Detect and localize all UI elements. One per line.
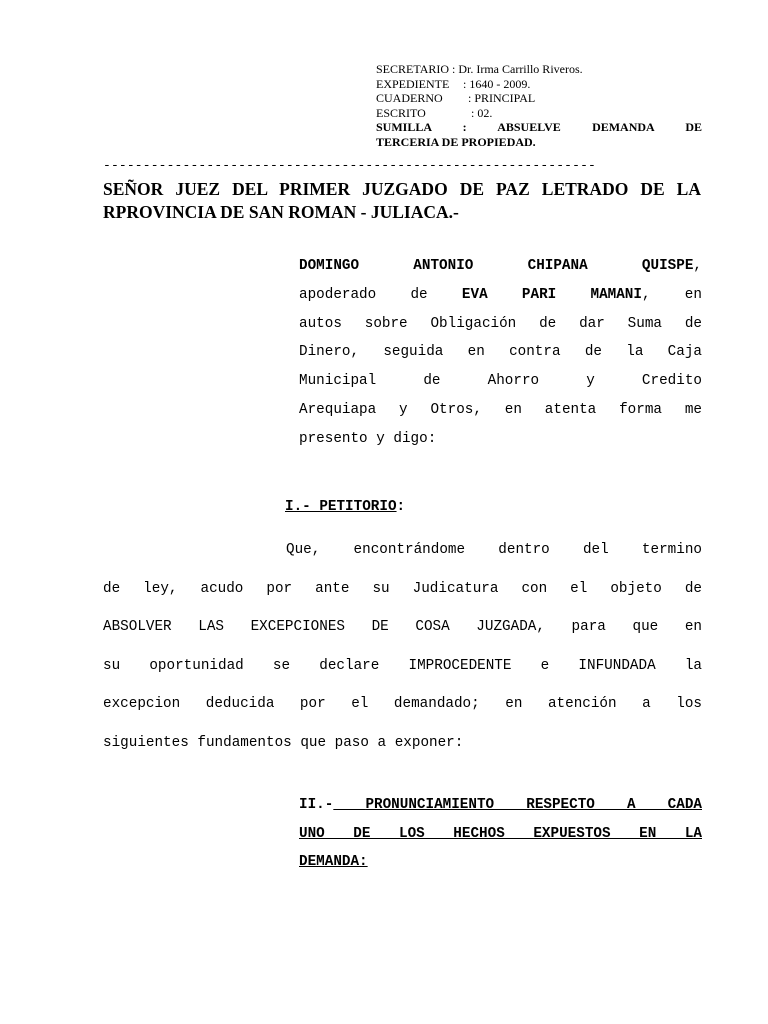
secretario-value: : Dr. Irma Carrillo Riveros. xyxy=(452,62,583,76)
expediente-label: EXPEDIENTE xyxy=(376,76,450,91)
expediente-value: : 1640 - 2009. xyxy=(463,76,531,91)
escrito-value: : 02. xyxy=(471,105,493,120)
body-line-4: su oportunidad se declare IMPROCEDENTE e INFUNDADA la xyxy=(103,657,702,674)
addressee-line-2: RPROVINCIA DE SAN ROMAN - JULIACA.- xyxy=(103,202,459,222)
intro-line-6: Arequiapa y Otros, en atenta forma me xyxy=(299,401,702,418)
body-line-1: Que, encontrándome dentro del termino xyxy=(286,542,702,558)
dashed-separator: -------------------------------------------------------------- xyxy=(103,158,596,173)
sumilla-line-2: TERCERIA DE PROPIEDAD. xyxy=(376,134,536,149)
escrito-label: ESCRITO xyxy=(376,105,426,120)
escrito-row xyxy=(376,106,702,121)
body-line-3: ABSOLVER LAS EXCEPCIONES DE COSA JUZGADA, para que en xyxy=(103,619,702,635)
section-2-heading xyxy=(299,791,702,877)
filer-name: DOMINGO ANTONIO CHIPANA QUISPE xyxy=(299,258,694,274)
intro-line-7: presento y digo: xyxy=(299,430,437,447)
cuaderno-value: : PRINCIPAL xyxy=(468,91,536,106)
section-2-number: II.- xyxy=(299,797,334,813)
intro-paragraph xyxy=(299,252,702,454)
principal-name: EVA PARI MAMANI xyxy=(461,286,642,303)
addressee-line-1: SEÑOR JUEZ DEL PRIMER JUZGADO DE PAZ LETRADO DE LA xyxy=(103,179,701,199)
section-2-line-1 xyxy=(299,791,702,820)
case-header xyxy=(376,62,702,150)
filer-comma: , xyxy=(693,258,702,274)
cuaderno-row xyxy=(376,91,702,106)
intro-line-2-pre: apoderado de xyxy=(299,286,462,303)
intro-line-3: autos sobre Obligación de dar Suma de xyxy=(299,315,702,332)
intro-line-2 xyxy=(299,281,702,310)
cuaderno-label: CUADERNO xyxy=(376,91,443,106)
body-line-2: de ley, acudo por ante su Judicatura con el objeto de xyxy=(103,580,702,597)
section-2-line-2: UNO DE LOS HECHOS EXPUESTOS EN LA xyxy=(299,825,702,842)
intro-line-1 xyxy=(299,252,702,281)
intro-line-4: Dinero, seguida en contra de la Caja xyxy=(299,344,702,361)
intro-line-5: Municipal de Ahorro y Credito xyxy=(299,373,702,390)
body-line-5: excepcion deducida por el demandado; en atención a los xyxy=(103,696,702,712)
secretario-row xyxy=(376,62,702,77)
sumilla-line-1: SUMILLA : ABSUELVE DEMANDA DE xyxy=(376,120,702,135)
secretario-label: SECRETARIO xyxy=(376,62,450,76)
expediente-row xyxy=(376,77,702,92)
addressee xyxy=(103,178,701,224)
petitorio-title: I.- PETITORIO xyxy=(285,499,397,515)
intro-line-2-post: , en xyxy=(641,286,702,303)
petitorio-body xyxy=(103,531,702,762)
petitorio-colon: : xyxy=(396,499,406,515)
section-1-heading xyxy=(285,493,405,521)
section-2-line-3: DEMANDA: xyxy=(299,854,368,870)
body-line-6: siguientes fundamentos que paso a exponer: xyxy=(103,734,464,751)
section-2-title-1: PRONUNCIAMIENTO RESPECTO A CADA xyxy=(365,797,702,813)
